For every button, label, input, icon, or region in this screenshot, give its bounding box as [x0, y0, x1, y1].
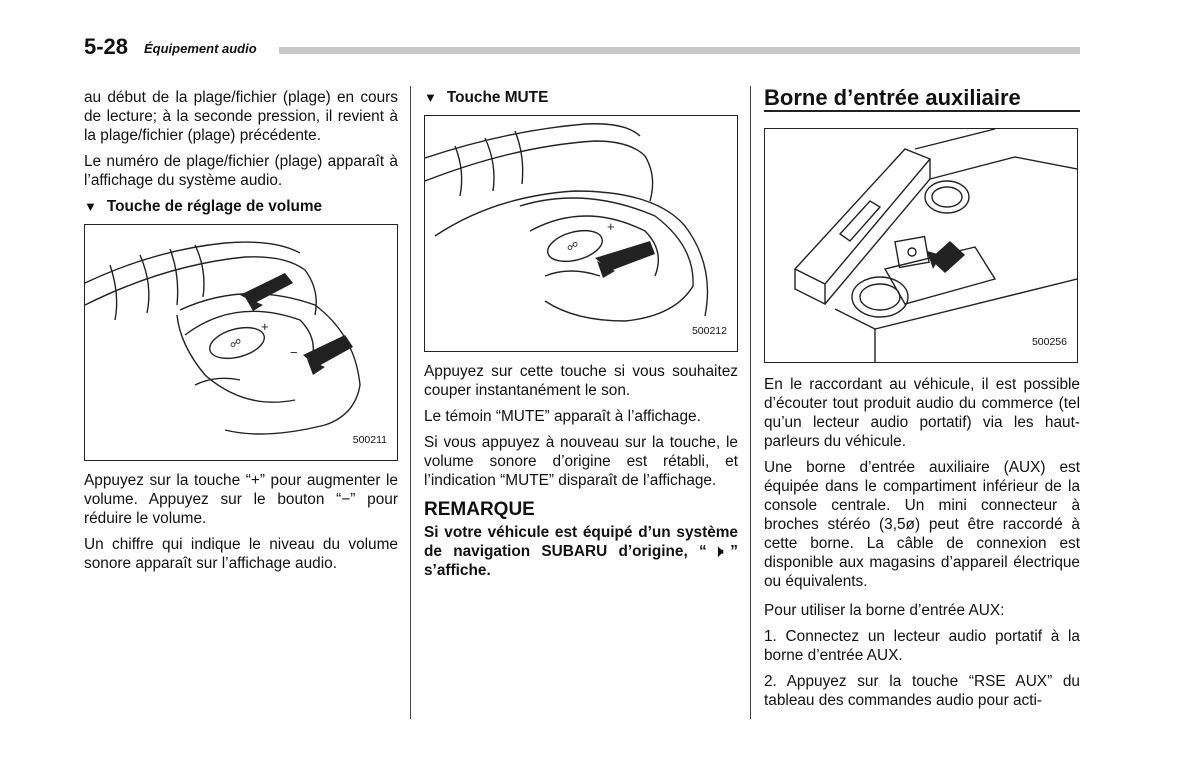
column-1: [84, 88, 398, 580]
figure-mute-switch: [424, 115, 738, 352]
paragraph: En le raccordant au véhicule, il est possible d’écouter tout produit audio du commerce (tel qu’un lecteur audio portatif) via les haut-parleurs du véhicule.: [764, 376, 1080, 450]
paragraph: Le numéro de plage/fichier (plage) apparaît à l’affichage du système audio.: [84, 153, 398, 189]
paragraph: Un chiffre qui indique le niveau du volume sonore apparaît sur l’affichage audio.: [84, 536, 398, 572]
list-item: 1. Connectez un lecteur audio portatif à la borne d’entrée AUX.: [764, 628, 1080, 664]
subheading-text: Touche de réglage de volume: [106, 198, 323, 215]
triangle-bullet-icon: ▼: [84, 199, 97, 214]
svg-text:−: −: [290, 345, 298, 360]
steering-wheel-volume-illustration: [85, 225, 397, 460]
subheading: [424, 88, 738, 107]
triangle-bullet-icon: ▼: [424, 90, 437, 105]
column-3: [764, 85, 1080, 717]
subheading-text: Touche MUTE: [446, 89, 549, 106]
figure-number: 500212: [691, 325, 727, 337]
list-item: 2. Appuyez sur la touche “RSE AUX” du tableau des commandes audio pour acti-: [764, 673, 1080, 709]
paragraph: Si vous appuyez à nouveau sur la touche, le volume sonore d’origine est rétabli, et l’indication “MUTE” disparaît de l’affichage.: [424, 434, 738, 489]
paragraph: Pour utiliser la borne d’entrée AUX:: [764, 602, 1005, 619]
subheading: [84, 197, 398, 216]
svg-text:+: +: [607, 219, 615, 234]
section-title: Équipement audio: [144, 41, 257, 56]
paragraph: Appuyez sur la touche “+” pour augmenter le volume. Appuyez sur le bouton “−” pour réduire le volume.: [84, 472, 398, 527]
figure-volume-switch: [84, 224, 398, 461]
steering-wheel-mute-illustration: [425, 116, 737, 351]
figure-number: 500256: [1031, 336, 1067, 348]
note-text: Si votre véhicule est équipé d’un système de navigation SUBARU d’origine, “🕨” s’affiche.: [424, 524, 738, 579]
svg-text:+: +: [261, 319, 269, 334]
svg-text:☍: ☍: [567, 241, 579, 253]
paragraph: au début de la plage/fichier (plage) en cours de lecture; à la seconde pression, il revient à la plage/fichier (plage) précédente.: [84, 89, 398, 144]
header-rule: [279, 47, 1080, 54]
paragraph: Appuyez sur cette touche si vous souhaitez couper instantanément le son.: [424, 363, 738, 399]
paragraph: Le témoin “MUTE” apparaît à l’affichage.: [424, 408, 701, 425]
column-divider: [750, 86, 751, 719]
column-divider: [410, 86, 411, 719]
page-number: 5-28: [84, 34, 129, 59]
console-aux-illustration: [765, 129, 1077, 362]
note-heading: REMARQUE: [424, 499, 535, 520]
section-heading: Borne d’entrée auxiliaire: [764, 88, 1080, 112]
figure-aux-terminal: [764, 128, 1078, 363]
figure-number: 500211: [352, 434, 387, 446]
column-2: [424, 88, 738, 587]
paragraph: Une borne d’entrée auxiliaire (AUX) est équipée dans le compartiment inférieur de la console centrale. Un mini connecteur à broches stéréo (3,5ø) peut être raccordé à cette borne. La câble de connexion est disponible aux magasins d’appareil électrique ou équivalents.: [764, 459, 1080, 590]
svg-text:☍: ☍: [230, 338, 242, 350]
page-header: [84, 34, 1080, 60]
